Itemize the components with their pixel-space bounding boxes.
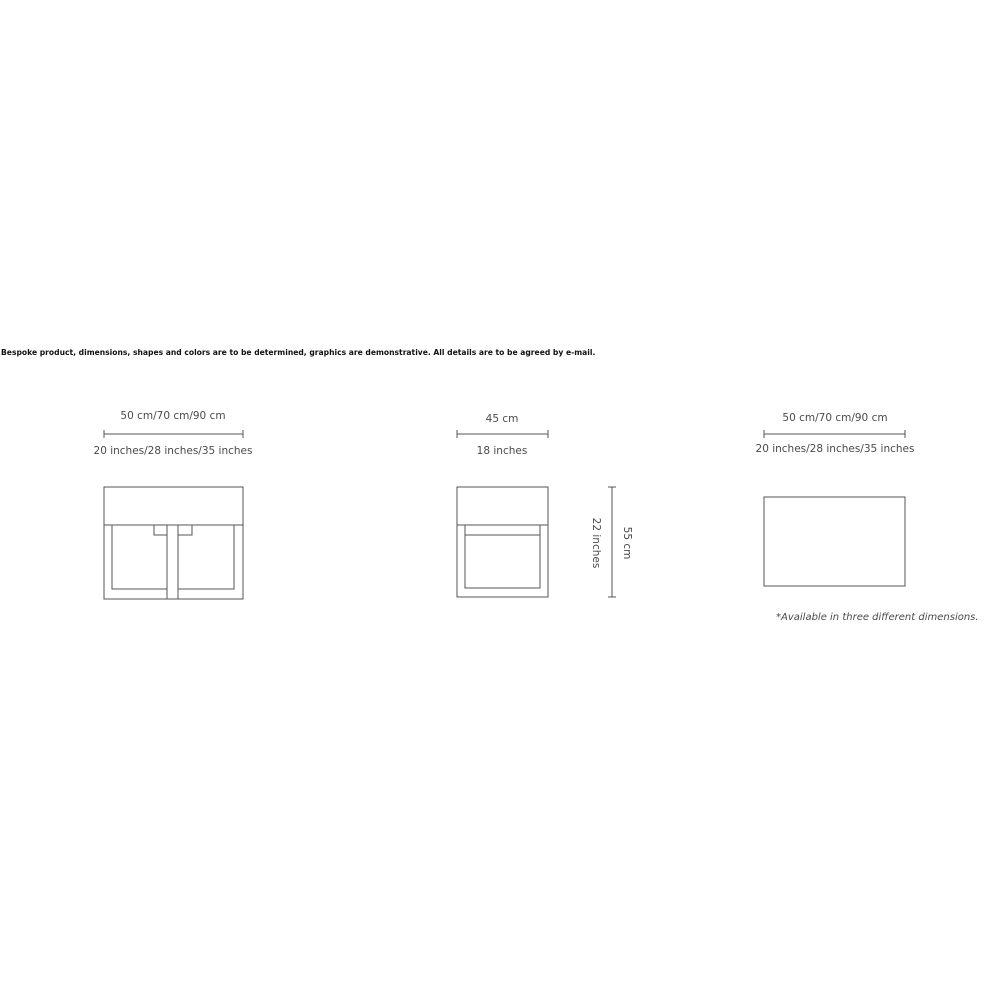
front-width-cm-label: 50 cm/70 cm/90 cm	[120, 410, 226, 422]
front-left-drawer-outline	[112, 525, 167, 589]
side-depth-inches-label: 18 inches	[476, 445, 528, 457]
side-height-dimension-line	[608, 487, 616, 597]
side-drawer-outline	[465, 525, 540, 588]
side-height-inches-label: 22 inches	[590, 517, 602, 569]
front-center-panel	[167, 525, 178, 599]
disclaimer-text: Bespoke product, dimensions, shapes and colors are to be determined, graphics are demonstrative. All details are to be agreed by e-mail.	[1, 348, 596, 357]
front-right-drawer-outline	[178, 525, 234, 589]
top-width-dimension-line	[764, 430, 905, 438]
side-cabinet-outline	[457, 487, 548, 597]
front-cabinet-outline	[104, 487, 243, 599]
side-depth-cm-label: 45 cm	[485, 413, 519, 425]
front-width-dimension-line	[104, 430, 243, 438]
top-view-outline	[764, 497, 905, 586]
side-depth-dimension-line	[457, 430, 548, 438]
top-width-inches-label: 20 inches/28 inches/35 inches	[755, 443, 915, 455]
dimensions-note: *Available in three different dimensions.	[776, 612, 979, 623]
top-width-cm-label: 50 cm/70 cm/90 cm	[782, 412, 888, 424]
front-width-inches-label: 20 inches/28 inches/35 inches	[93, 445, 253, 457]
side-height-cm-label: 55 cm	[621, 526, 633, 560]
